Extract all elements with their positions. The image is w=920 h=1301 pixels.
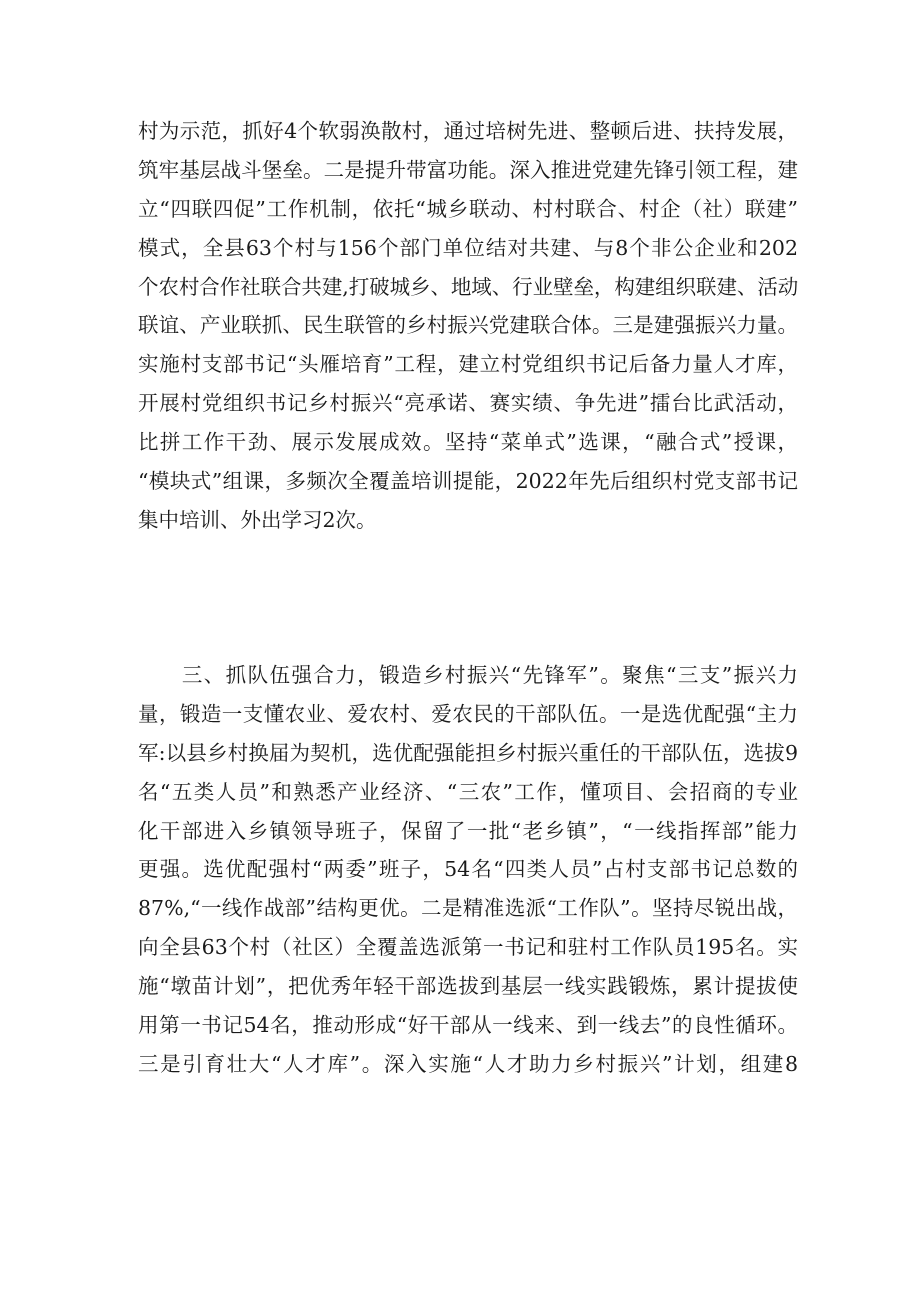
text-line: 三、抓队伍强合力，锻造乡村振兴“先锋军”。聚焦“三支”振兴力 [138,663,798,687]
text-line: 用第一书记54名，推动形成“好干部从一线来、到一线去”的良性循环。 [138,1013,798,1038]
text-line: 向全县63个村（社区）全覆盖选派第一书记和驻村工作队员195名。实 [138,935,798,960]
text-line: 化干部进入乡镇领导班子，保留了一批“老乡镇”，“一线指挥部”能力 [138,818,798,843]
text-line: 集中培训、外出学习2次。 [138,507,377,532]
paragraph-village-party-building [138,112,798,540]
text-line: 量，锻造一支懂农业、爱农村、爱农民的干部队伍。一是选优配强“主力 [138,701,798,726]
paragraph-team-building [138,656,798,1084]
text-line: 筑牢基层战斗堡垒。二是提升带富功能。深入推进党建先锋引领工程，建 [138,157,798,182]
text-line: 立“四联四促”工作机制，依托“城乡联动、村村联合、村企（社）联建” [138,196,798,221]
text-line: “模块式”组课，多频次全覆盖培训提能，2022年先后组织村党支部书记 [138,469,798,494]
text-line: 更强。选优配强村“两委”班子，54名“四类人员”占村支部书记总数的 [138,857,798,882]
text-line: 比拼工作干劲、展示发展成效。坚持“菜单式”选课，“融合式”授课， [138,430,798,455]
text-line: 个农村合作社联合共建,打破城乡、地域、行业壁垒，构建组织联建、活动 [138,274,798,299]
text-line: 名“五类人员”和熟悉产业经济、“三农”工作，懂项目、会招商的专业 [138,779,798,804]
text-line: 三是引育壮大“人才库”。深入实施“人才助力乡村振兴”计划，组建8 [138,1051,798,1076]
text-line: 施“墩苗计划”，把优秀年轻干部选拔到基层一线实践锻炼，累计提拔使 [138,974,798,999]
text-line: 87%,“一线作战部”结构更优。二是精准选派“工作队”。坚持尽锐出战， [138,896,798,921]
text-line: 开展村党组织书记乡村振兴“亮承诺、赛实绩、争先进”擂台比武活动， [138,391,798,416]
text-line: 实施村支部书记“头雁培育”工程，建立村党组织书记后备力量人才库， [138,352,798,377]
text-line: 村为示范，抓好4个软弱涣散村，通过培树先进、整顿后进、扶持发展， [138,119,798,143]
text-line: 模式，全县63个村与156个部门单位结对共建、与8个非公企业和202 [138,235,798,260]
text-line: 联谊、产业联抓、民生联管的乡村振兴党建联合体。三是建强振兴力量。 [138,313,798,338]
text-line: 军:以县乡村换届为契机，选优配强能担乡村振兴重任的干部队伍，选拔9 [138,740,798,765]
